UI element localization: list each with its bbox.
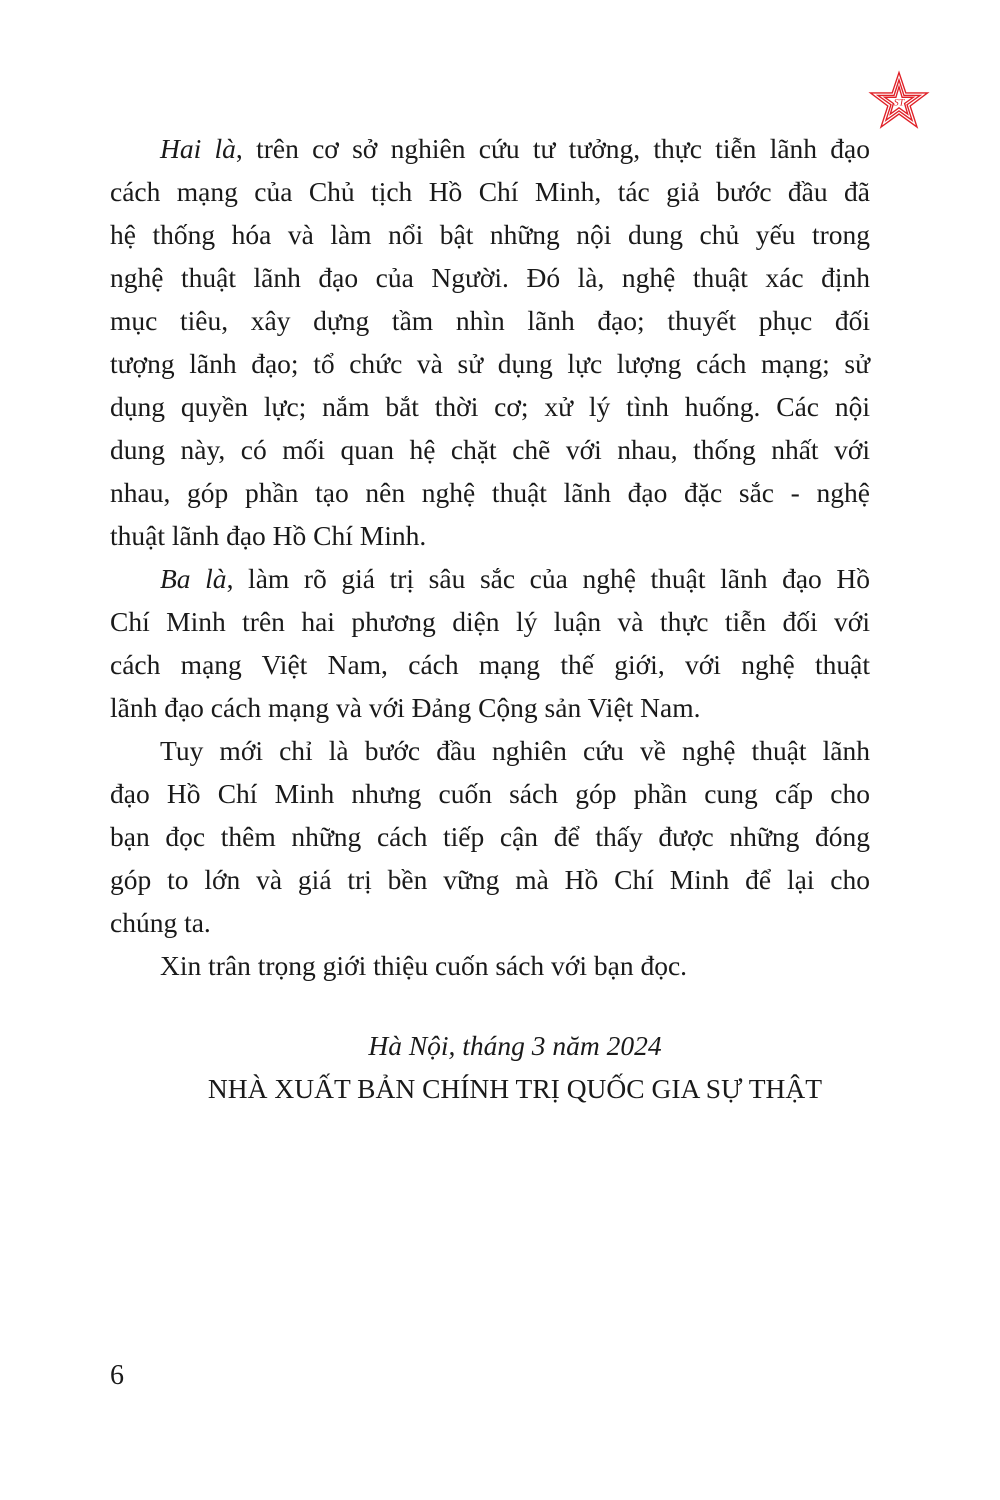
text-line — [110, 557, 870, 600]
italic-lead: Ba là — [160, 563, 227, 594]
publisher-name: NHÀ XUẤT BẢN CHÍNH TRỊ QUỐC GIA SỰ THẬT — [207, 1073, 823, 1104]
italic-lead: Hai là — [160, 133, 236, 164]
line-text: Tuy mới chỉ là bước đầu nghiên cứu về nghệ thuật lãnh — [160, 735, 870, 766]
line-text: lãnh đạo cách mạng và với Đảng Cộng sản Việt Nam. — [110, 692, 701, 723]
line-text: , làm rõ giá trị sâu sắc của nghệ thuật lãnh đạo Hồ — [226, 563, 870, 594]
line-text: bạn đọc thêm những cách tiếp cận để thấy được những đóng — [110, 821, 870, 852]
paragraph — [110, 944, 870, 987]
line-text: chúng ta. — [110, 907, 211, 938]
svg-text:ST: ST — [893, 97, 905, 109]
line-text: mục tiêu, xây dựng tầm nhìn lãnh đạo; thuyết phục đối — [110, 305, 870, 336]
text-line — [110, 256, 870, 299]
paragraph — [110, 729, 870, 944]
line-text: thuật lãnh đạo Hồ Chí Minh. — [110, 520, 427, 551]
text-line — [110, 729, 870, 772]
text-line — [110, 944, 870, 987]
text-line — [110, 815, 870, 858]
line-text: góp to lớn và giá trị bền vững mà Hồ Chí Minh để lại cho — [110, 864, 870, 895]
text-line — [110, 901, 870, 944]
line-text: cách mạng Việt Nam, cách mạng thế giới, với nghệ thuật — [110, 649, 870, 680]
text-line — [110, 170, 870, 213]
line-text: Chí Minh trên hai phương diện lý luận và thực tiễn đối với — [110, 606, 870, 637]
line-text: Xin trân trọng giới thiệu cuốn sách với bạn đọc. — [160, 950, 688, 981]
line-text: , trên cơ sở nghiên cứu tư tưởng, thực tiễn lãnh đạo — [235, 133, 871, 164]
page-number: 6 — [110, 1360, 124, 1391]
text-line — [110, 858, 870, 901]
text-line — [110, 127, 870, 170]
text-line — [110, 342, 870, 385]
line-text: dung này, có mối quan hệ chặt chẽ với nhau, thống nhất với — [110, 434, 870, 465]
body-text — [110, 127, 870, 987]
line-text: nhau, góp phần tạo nên nghệ thuật lãnh đạo đặc sắc - nghệ — [110, 477, 870, 508]
publisher-logo — [868, 70, 930, 132]
text-line — [110, 385, 870, 428]
text-line — [110, 428, 870, 471]
text-line — [110, 686, 870, 729]
line-text: nghệ thuật lãnh đạo của Người. Đó là, nghệ thuật xác định — [110, 262, 870, 293]
text-line — [110, 643, 870, 686]
paragraph — [110, 557, 870, 729]
line-text: dụng quyền lực; nắm bắt thời cơ; xử lý tình huống. Các nội — [110, 391, 870, 422]
paragraph — [110, 127, 870, 557]
line-text: tượng lãnh đạo; tổ chức và sử dụng lực lượng cách mạng; sử — [110, 348, 870, 379]
line-text: đạo Hồ Chí Minh nhưng cuốn sách góp phần cung cấp cho — [110, 778, 870, 809]
text-line — [110, 600, 870, 643]
text-line — [110, 299, 870, 342]
text-line — [110, 471, 870, 514]
text-line — [110, 772, 870, 815]
star-logo-icon — [868, 70, 930, 132]
line-text: hệ thống hóa và làm nổi bật những nội dung chủ yếu trong — [110, 219, 870, 250]
text-line — [110, 213, 870, 256]
place-date: Hà Nội, tháng 3 năm 2024 — [368, 1030, 662, 1061]
line-text: cách mạng của Chủ tịch Hồ Chí Minh, tác giả bước đầu đã — [110, 176, 870, 207]
text-line — [110, 514, 870, 557]
